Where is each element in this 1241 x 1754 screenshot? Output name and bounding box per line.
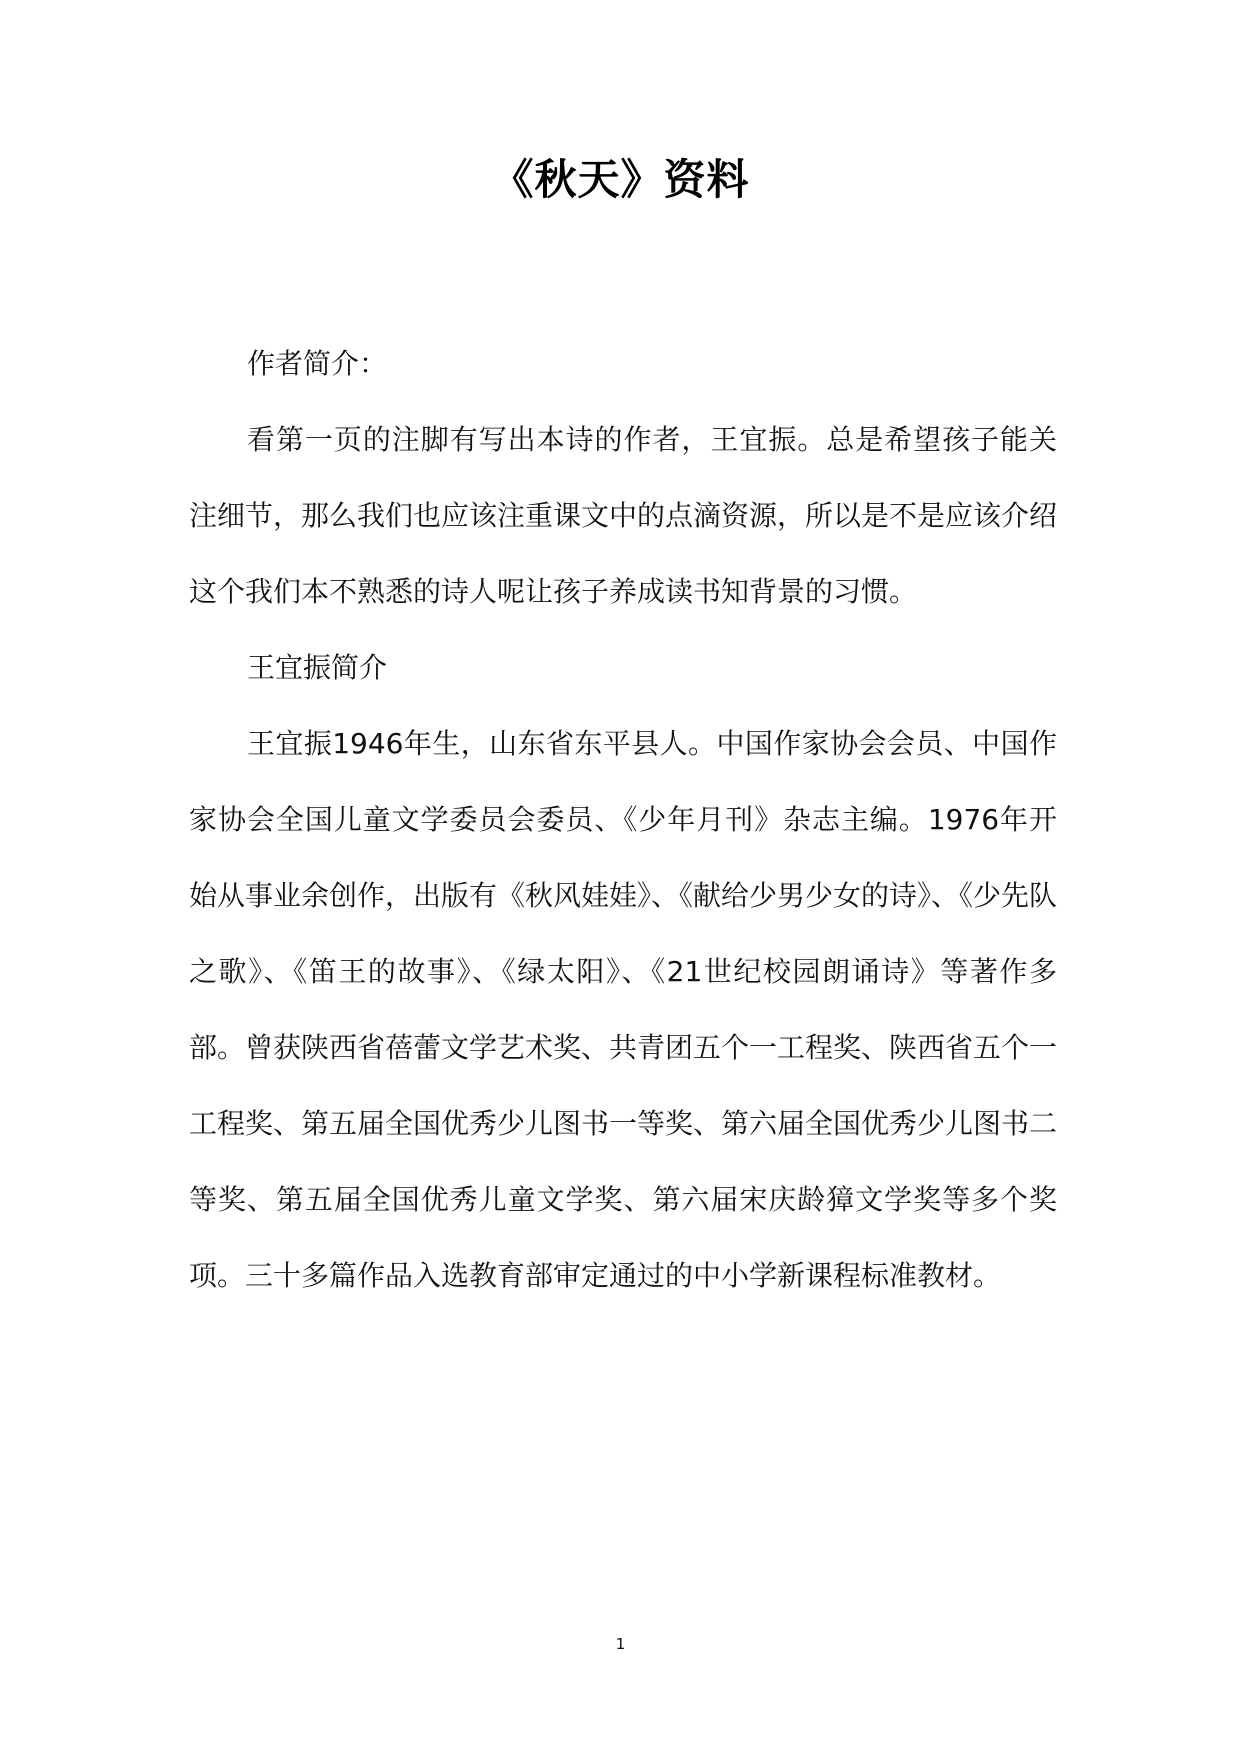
paragraph-author-intro: 看第一页的注脚有写出本诗的作者，王宜振。总是希望孩子能关注细节，那么我们也应该注重课文中的点滴资源，所以是不是应该介绍这个我们本不熟悉的诗人呢让孩子养成读书知背景的习惯。 xyxy=(189,423,1058,608)
document-title: 《秋天》资料 xyxy=(491,155,750,204)
paragraph-poet-biography: 王宜振1946年生，山东省东平县人。中国作家协会会员、中国作家协会全国儿童文学委员会委员、《少年月刊》杂志主编。1976年开始从事业余创作，出版有《秋风娃娃》、《献给少男少女的诗》、《少先队之歌》、《笛王的故事》、《绿太阳》、《21世纪校园朗诵诗》等著作多部。曾获陕西省蓓蕾文学艺术奖、共青团五个一工程奖、陕西省五个一工程奖、第五届全国优秀少儿图书一等奖、第六届全国优秀少儿图书二等奖、第五届全国优秀儿童文学奖、第六届宋庆龄獐文学奖等多个奖项。三十多篇作品入选教育部审定通过的中小学新课程标准教材。 xyxy=(189,727,1058,1292)
page-number: 1 xyxy=(615,1635,626,1653)
paragraph-author-heading: 作者简介： xyxy=(247,347,388,380)
paragraph-poet-heading: 王宜振简介 xyxy=(247,651,388,684)
document-body xyxy=(189,326,1057,1314)
